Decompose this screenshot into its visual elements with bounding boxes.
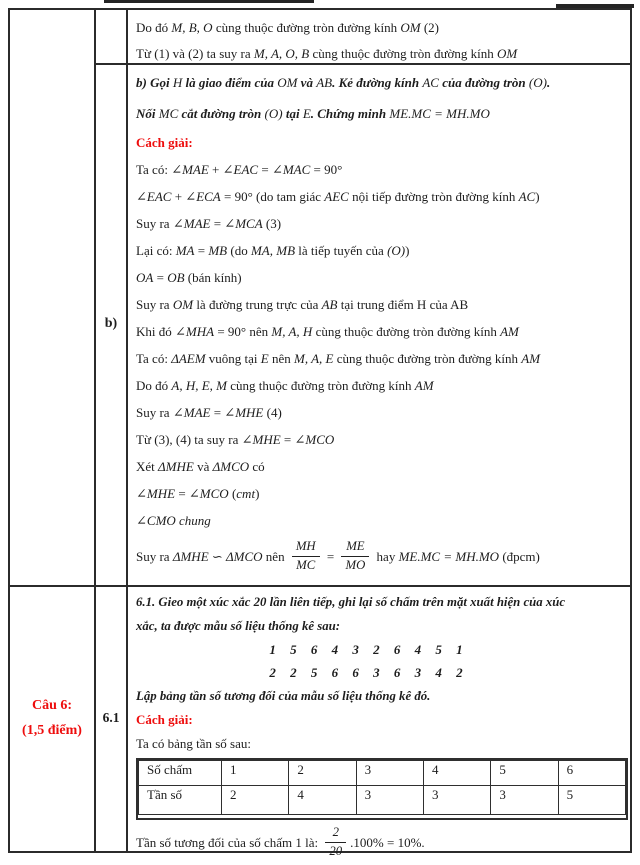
table-cell: Tần số bbox=[139, 786, 222, 815]
table-cell: 5 bbox=[491, 761, 558, 786]
table-cell: 3 bbox=[356, 786, 423, 815]
table-cell: 4 bbox=[423, 761, 490, 786]
question6-points: (1,5 điểm) bbox=[22, 722, 82, 738]
math-line: Do đó M, B, O cùng thuộc đường tròn đường kính OM (2) bbox=[136, 20, 439, 35]
part-a-conclusion-cell bbox=[128, 10, 630, 63]
table-cell: 1 bbox=[222, 761, 289, 786]
math-line: Lại có: MA = MB (do MA, MB là tiếp tuyến của (O)) bbox=[136, 243, 410, 258]
math-line: ∠CMO chung bbox=[136, 513, 211, 528]
fraction: $\frac{MH}{MC}$ bbox=[292, 539, 320, 574]
problem-statement: Nối MC cắt đường tròn (O) tại E. Chứng minh ME.MC = MH.MO bbox=[136, 106, 490, 121]
math-line: Ta có: ΔAEM vuông tại E nên M, A, E cùng thuộc đường tròn đường kính AM bbox=[136, 351, 541, 366]
math-line: ∠MHE = ∠MCO (cmt) bbox=[136, 486, 260, 501]
table-cell: 2 bbox=[222, 786, 289, 815]
math-line: Do đó A, H, E, M cùng thuộc đường tròn đường kính AM bbox=[136, 378, 434, 393]
math-line: Suy ra OM là đường trung trực của AB tại trung điểm H của AB bbox=[136, 297, 469, 312]
problem-statement: Lập bảng tần số tương đối của mẫu số liệu thống kê đó. bbox=[136, 689, 431, 703]
math-line-with-fractions: Suy ra ΔMHE ∽ ΔMCO nên $\frac{MH}{MC}$ = $\frac{ME}{MO}$ hay ME.MC = MH.MO (đpcm) bbox=[136, 538, 540, 572]
fraction: $\frac{ME}{MO}$ bbox=[341, 539, 369, 574]
data-sample-row: 2 2 5 6 6 3 6 3 4 2 bbox=[269, 665, 463, 680]
table-row bbox=[139, 786, 626, 815]
table-row bbox=[139, 761, 626, 786]
solution-heading: Cách giải: bbox=[136, 135, 193, 150]
math-line: ∠EAC + ∠ECA = 90° (do tam giác AEC nội tiếp đường tròn đường kính AC) bbox=[136, 189, 540, 204]
solution-heading: Cách giải: bbox=[136, 712, 193, 727]
problem-statement: 6.1. Gieo một xúc xắc 20 lần liên tiếp, ghi lại số chấm trên mặt xuất hiện của xúc bbox=[136, 595, 566, 609]
math-line: Ta có: ∠MAE + ∠EAC = ∠MAC = 90° bbox=[136, 162, 343, 177]
problem-statement: xắc, ta được mẫu số liệu thống kê sau: bbox=[136, 619, 341, 633]
answer-table bbox=[8, 8, 632, 858]
table-cell: 6 bbox=[558, 761, 625, 786]
math-line: Khi đó ∠MHA = 90° nên M, A, H cùng thuộc đường tròn đường kính AM bbox=[136, 324, 519, 339]
data-sample-row: 1 5 6 4 3 2 6 4 5 1 bbox=[269, 642, 463, 657]
frequency-table-wrapper bbox=[136, 758, 628, 820]
math-line: Suy ra ∠MAE = ∠MCA (3) bbox=[136, 216, 282, 231]
frequency-table bbox=[138, 760, 626, 815]
fraction: $\frac{2}{20}$ bbox=[325, 825, 346, 860]
text-line: Ta có bảng tần số sau: bbox=[136, 736, 251, 751]
question6-label bbox=[10, 587, 94, 849]
scan-artifact-line bbox=[104, 0, 314, 3]
part-b-solution-cell bbox=[128, 65, 630, 583]
math-line: Xét ΔMHE và ΔMCO có bbox=[136, 459, 265, 474]
table-cell: 3 bbox=[423, 786, 490, 815]
question6-title: Câu 6: bbox=[31, 697, 73, 713]
table-cell: 3 bbox=[356, 761, 423, 786]
table-cell: Số chấm bbox=[139, 761, 222, 786]
table-cell: 3 bbox=[491, 786, 558, 815]
math-line: Từ (3), (4) ta suy ra ∠MHE = ∠MCO bbox=[136, 432, 335, 447]
table-cell: 4 bbox=[289, 786, 356, 815]
math-line-with-fractions: Tần số tương đối của số chấm 1 là: $\frac{2}{20}$ .100% = 10%. bbox=[136, 824, 425, 858]
math-line: Từ (1) và (2) ta suy ra M, A, O, B cùng thuộc đường tròn đường kính OM bbox=[136, 46, 518, 61]
table-cell: 5 bbox=[558, 786, 625, 815]
math-line: Suy ra ∠MAE = ∠MHE (4) bbox=[136, 405, 282, 420]
question6-solution-cell bbox=[128, 587, 630, 858]
part-b-label: b) bbox=[104, 316, 118, 331]
question6-sub-label: 6.1 bbox=[102, 710, 120, 725]
table-cell: 2 bbox=[289, 761, 356, 786]
math-line: OA = OB (bán kính) bbox=[136, 270, 242, 285]
problem-statement: b) Gọi H là giao điểm của OM và AB. Kẻ đường kính AC của đường tròn (O). bbox=[136, 75, 551, 90]
